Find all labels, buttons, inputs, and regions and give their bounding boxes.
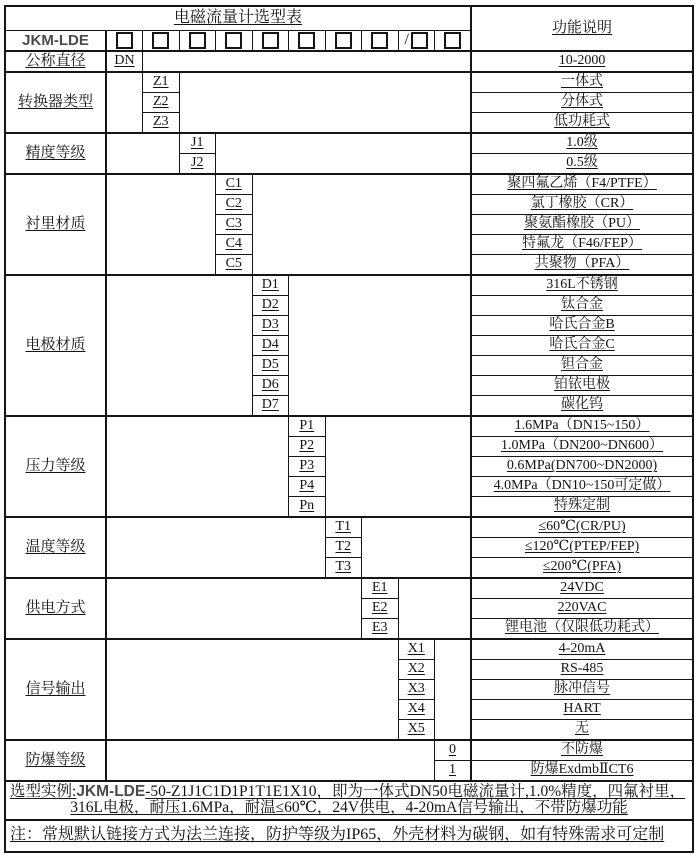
checkbox[interactable] xyxy=(411,32,428,49)
filler-cell xyxy=(106,740,435,781)
option-desc: 聚氨酯橡胶（PU） xyxy=(471,215,693,235)
option-desc: 不防爆 xyxy=(471,740,693,761)
note-text: 注：常规默认链接方式为法兰连接，防护等级为IP65，外壳材料为碳钢，如有特殊需求可定制 xyxy=(5,820,693,852)
section-label: 供电方式 xyxy=(5,578,106,639)
option-code: 1 xyxy=(435,761,472,782)
option-desc: 0.6MPa(DN700~DN2000) xyxy=(471,457,693,477)
option-desc: 氯丁橡胶（CR） xyxy=(471,195,693,215)
filler-cell xyxy=(106,517,325,578)
option-desc: 10-2000 xyxy=(471,51,693,72)
option-desc: 4.0MPa（DN10~150可定做） xyxy=(471,477,693,497)
code-checkbox-cell xyxy=(252,31,289,52)
option-code: P3 xyxy=(289,457,326,477)
option-code: X4 xyxy=(398,700,435,720)
option-desc: 分体式 xyxy=(471,93,693,113)
section-label: 衬里材质 xyxy=(5,174,106,275)
option-desc: ≤120℃(PTEP/FEP) xyxy=(471,538,693,558)
table-title: 电磁流量计选型表 xyxy=(5,6,471,31)
filler-cell xyxy=(106,72,143,133)
option-desc: 锂电池（仅限低功耗式） xyxy=(471,619,693,640)
filler-cell xyxy=(143,51,472,72)
option-code: DN xyxy=(106,51,143,72)
section-label: 转换器类型 xyxy=(5,72,106,133)
option-code: Z1 xyxy=(143,72,180,93)
option-code: X2 xyxy=(398,660,435,680)
option-desc: 哈氏合金B xyxy=(471,316,693,336)
option-code: D7 xyxy=(252,396,289,417)
filler-cell xyxy=(398,578,471,639)
option-code: Z2 xyxy=(143,93,180,113)
code-checkbox-cell xyxy=(325,31,362,52)
option-desc: 共聚物（PFA） xyxy=(471,255,693,276)
example-rest: -50-Z1J1C1D1P1T1E1X10，即为一体式DN50电磁流量计,1.0%精度，四氟衬里， xyxy=(145,783,686,800)
filler-cell xyxy=(106,275,252,416)
option-code: E1 xyxy=(362,578,399,599)
filler-cell xyxy=(106,578,362,639)
option-desc: 特氟龙（F46/FEP） xyxy=(471,235,693,255)
option-desc: 脉冲信号 xyxy=(471,680,693,700)
option-code: P2 xyxy=(289,437,326,457)
option-desc: 0.5级 xyxy=(471,154,693,175)
option-desc: HART xyxy=(471,700,693,720)
option-desc: ≤200℃(PFA) xyxy=(471,558,693,579)
code-checkbox-cell xyxy=(435,31,472,52)
selection-table xyxy=(4,5,694,853)
option-code: C5 xyxy=(216,255,253,276)
option-desc: 防爆ExdmbⅡCT6 xyxy=(471,761,693,782)
option-code: D5 xyxy=(252,356,289,376)
option-code: Z3 xyxy=(143,113,180,134)
filler-cell xyxy=(435,639,472,740)
checkbox[interactable] xyxy=(371,32,388,49)
option-code: Pn xyxy=(289,497,326,518)
example-line-2: 316L电极，耐压1.6MPa，耐温≤60℃，24V供电，4-20mA信号输出，不带防爆功能 xyxy=(70,799,628,817)
option-code: C1 xyxy=(216,174,253,195)
filler-cell xyxy=(106,639,398,740)
option-code: T3 xyxy=(325,558,362,579)
option-code: C2 xyxy=(216,195,253,215)
option-code: D6 xyxy=(252,376,289,396)
code-checkbox-cell xyxy=(216,31,253,52)
option-desc: 1.0MPa（DN200~DN600） xyxy=(471,437,693,457)
filler-cell xyxy=(216,133,472,174)
option-code: D4 xyxy=(252,336,289,356)
code-checkbox-cell xyxy=(362,31,399,52)
example-model: JKM-LDE xyxy=(76,783,146,800)
option-desc: 24VDC xyxy=(471,578,693,599)
option-desc: 无 xyxy=(471,720,693,741)
option-desc: 钽合金 xyxy=(471,356,693,376)
code-checkbox-cell-slash xyxy=(398,31,435,52)
example-text xyxy=(5,781,693,820)
checkbox[interactable] xyxy=(298,32,315,49)
option-code: D1 xyxy=(252,275,289,296)
filler-cell xyxy=(106,133,179,174)
option-desc: RS-485 xyxy=(471,660,693,680)
option-code: E3 xyxy=(362,619,399,640)
option-desc: 特殊定制 xyxy=(471,497,693,518)
option-code: J1 xyxy=(179,133,216,154)
filler-cell xyxy=(289,275,472,416)
section-label: 电极材质 xyxy=(5,275,106,416)
function-column-header: 功能说明 xyxy=(471,6,693,51)
option-code: 0 xyxy=(435,740,472,761)
checkbox[interactable] xyxy=(225,32,242,49)
filler-cell xyxy=(106,174,216,275)
option-code: C4 xyxy=(216,235,253,255)
filler-cell xyxy=(179,72,471,133)
option-code: P4 xyxy=(289,477,326,497)
option-desc: 220VAC xyxy=(471,599,693,619)
option-code: T1 xyxy=(325,517,362,538)
option-desc: 铂铱电极 xyxy=(471,376,693,396)
filler-cell xyxy=(362,517,472,578)
option-desc: 哈氏合金C xyxy=(471,336,693,356)
filler-cell xyxy=(252,174,471,275)
option-desc: 一体式 xyxy=(471,72,693,93)
option-desc: ≤60℃(CR/PU) xyxy=(471,517,693,538)
section-label: 温度等级 xyxy=(5,517,106,578)
option-desc: 碳化钨 xyxy=(471,396,693,417)
option-code: C3 xyxy=(216,215,253,235)
option-desc: 钛合金 xyxy=(471,296,693,316)
checkbox[interactable] xyxy=(335,32,352,49)
code-checkbox-cell xyxy=(179,31,216,52)
option-code: E2 xyxy=(362,599,399,619)
section-label: 精度等级 xyxy=(5,133,106,174)
section-label: 信号输出 xyxy=(5,639,106,740)
option-desc: 聚四氟乙烯（F4/PTFE） xyxy=(471,174,693,195)
option-desc: 316L不锈钢 xyxy=(471,275,693,296)
checkbox[interactable] xyxy=(444,32,461,49)
option-code: P1 xyxy=(289,416,326,437)
option-code: X1 xyxy=(398,639,435,660)
checkbox[interactable] xyxy=(262,32,279,49)
section-label: 压力等级 xyxy=(5,416,106,517)
option-code: T2 xyxy=(325,538,362,558)
checkbox[interactable] xyxy=(189,32,206,49)
option-code: D2 xyxy=(252,296,289,316)
section-label: 防爆等级 xyxy=(5,740,106,781)
option-desc: 1.6MPa（DN15~150） xyxy=(471,416,693,437)
option-desc: 低功耗式 xyxy=(471,113,693,134)
code-checkbox-cell xyxy=(106,31,143,52)
example-line-1 xyxy=(10,784,688,800)
code-checkbox-cell xyxy=(289,31,326,52)
model-prefix: JKM-LDE xyxy=(5,31,106,52)
filler-cell xyxy=(325,416,471,517)
code-checkbox-cell xyxy=(143,31,180,52)
option-code: X5 xyxy=(398,720,435,741)
slash-separator: / xyxy=(404,31,409,49)
section-label: 公称直径 xyxy=(5,51,106,72)
checkbox[interactable] xyxy=(116,32,133,49)
option-desc: 1.0级 xyxy=(471,133,693,154)
example-prefix: 选型实例: xyxy=(10,783,77,800)
option-code: D3 xyxy=(252,316,289,336)
option-code: X3 xyxy=(398,680,435,700)
option-code: J2 xyxy=(179,154,216,175)
option-desc: 4-20mA xyxy=(471,639,693,660)
filler-cell xyxy=(106,416,289,517)
checkbox[interactable] xyxy=(152,32,169,49)
